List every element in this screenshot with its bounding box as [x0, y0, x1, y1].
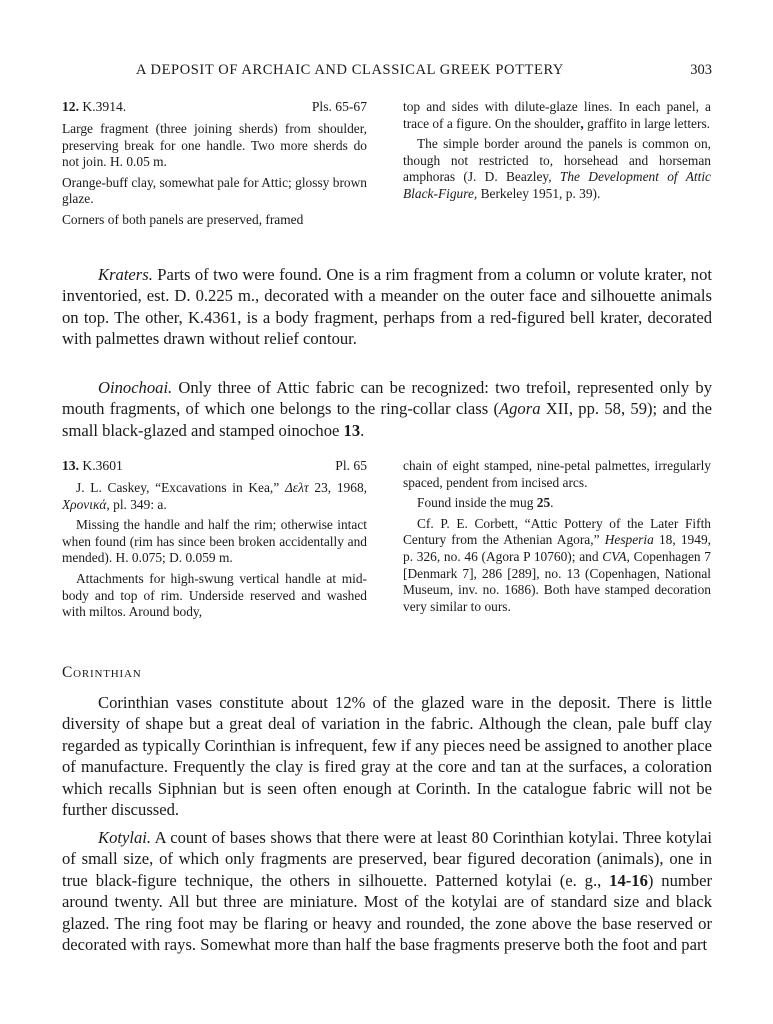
corinthian-paragraph: Corinthian vases constitute about 12% of the glazed ware in the deposit. There is little diversity of shape but a great deal of variation in the fabric. Although the clean, pale buff clay regarded as typically Corinthian is infrequent, few if any pieces need be assigned to another place of manufacture. Frequently the clay is fired gray at the core and tan at the surfaces, a coloration which recalls Siphnian but is seen often enough at Corinth. In the catalogue fabric will not be further discussed. [62, 693, 712, 820]
entry-13-left-column [62, 458, 367, 625]
entry-12-left-column [62, 99, 367, 233]
page-number: 303 [690, 62, 712, 78]
kraters-label: Kraters. [98, 265, 153, 284]
oinochoai-ref: 13 [343, 420, 361, 440]
entry-12-decoration-continued: top and sides with dilute-glaze lines. In each panel, a trace of a figure. On the shoulder, graffito in large letters. [403, 99, 711, 131]
kotylai-label: Kotylai. [98, 828, 152, 847]
entry-13-inventory: K.3601 [82, 458, 123, 473]
running-head [62, 62, 712, 84]
kotylai-paragraph: Kotylai. A count of bases shows that there were at least 80 Corinthian kotylai. Three kotylai of small size, of which only fragments are preserved, bear figured decoration (animals), one in true black-figure technique, the others in silhouette. Patterned kotylai (e. g., 14-16) number around twenty. All but three are miniature. Most of the kotylai are of standard size and black glazed. The ring foot may be flaring or heavy and rounded, the zone above the base reserved or decorated with rays. Somewhat more than half the base fragments preserve both the foot and part [62, 828, 712, 955]
entry-13-description-continued: chain of eight stamped, nine-petal palmettes, irregularly spaced, pendent from incised arcs. [403, 458, 711, 490]
kraters-text: Parts of two were found. One is a rim fragment from a column or volute krater, not inventoried, est. D. 0.225 m., decorated with a meander on the outer face and silhouette animals on top. The other, K.4361, is a body fragment, perhaps from a red-figured bell krater, decorated with palmettes drawn without relief contour. [62, 265, 712, 349]
entry-13-number: 13. [62, 458, 79, 473]
oinochoai-label: Oinochoai. [98, 378, 173, 397]
entry-12-comment: The simple border around the panels is common on, though not restricted to, horsehead and horseman amphoras (J. D. Beazley, The Development of Attic Black-Figure, Berkeley 1951, p. 39). [403, 136, 711, 201]
entry-12-fabric: Orange-buff clay, somewhat pale for Attic; glossy brown glaze. [62, 174, 367, 207]
entry-13-findspot: Found inside the mug 25. [417, 495, 554, 511]
entry-13-bibliography: J. L. Caskey, “Excavations in Kea,” Δελτ 23, 1968, Χρονικά, pl. 349: a. [62, 480, 367, 512]
kotylai-ref: 14-16 [609, 870, 648, 890]
entry-13-plates: Pl. 65 [335, 458, 367, 473]
running-head-title: A DEPOSIT OF ARCHAIC AND CLASSICAL GREEK POTTERY [136, 62, 565, 78]
entry-13-description: Attachments for high-swung vertical handle at mid-body and top of rim. Underside reserved and washed with miltos. Around body, [62, 570, 367, 620]
entry-12-description: Large fragment (three joining sherds) from shoulder, preserving break for one handle. Two more sherds do not join. H. 0.05 m. [62, 121, 367, 170]
kraters-paragraph [62, 264, 712, 350]
entry-13-condition: Missing the handle and half the rim; otherwise intact when found (rim has since been broken accidentally and mended). H. 0.075; D. 0.059 m. [62, 517, 367, 566]
entry-12-plates: Pls. 65-67 [311, 99, 367, 114]
entry-12-heading [62, 99, 367, 121]
entry-12-number: 12. [62, 99, 79, 114]
section-heading-corinthian: Corinthian [62, 664, 142, 681]
entry-12-decoration-start: Corners of both panels are preserved, framed [62, 211, 304, 227]
entry-12-right-column [403, 99, 711, 207]
oinochoai-paragraph: Oinochoai. Only three of Attic fabric can be recognized: two trefoil, represented only by mouth fragments, of which one belongs to the ring-collar class (Agora XII, pp. 58, 59); and the small black-glazed and stamped oinochoe 13. [62, 378, 712, 440]
entry-13-comparanda: Cf. P. E. Corbett, “Attic Pottery of the Later Fifth Century from the Athenian Agora,” Hesperia 18, 1949, p. 326, no. 46 (Agora P 10760); and CVA, Copenhagen 7 [Denmark 7], 286 [289], no. 13 (Copenhagen, National Museum, inv. no. 1686). Both have stamped decoration very similar to ours. [403, 515, 711, 614]
entry-12-inventory: K.3914. [82, 99, 127, 114]
entry-13-heading [62, 458, 367, 480]
entry-13-right-column [403, 458, 711, 619]
